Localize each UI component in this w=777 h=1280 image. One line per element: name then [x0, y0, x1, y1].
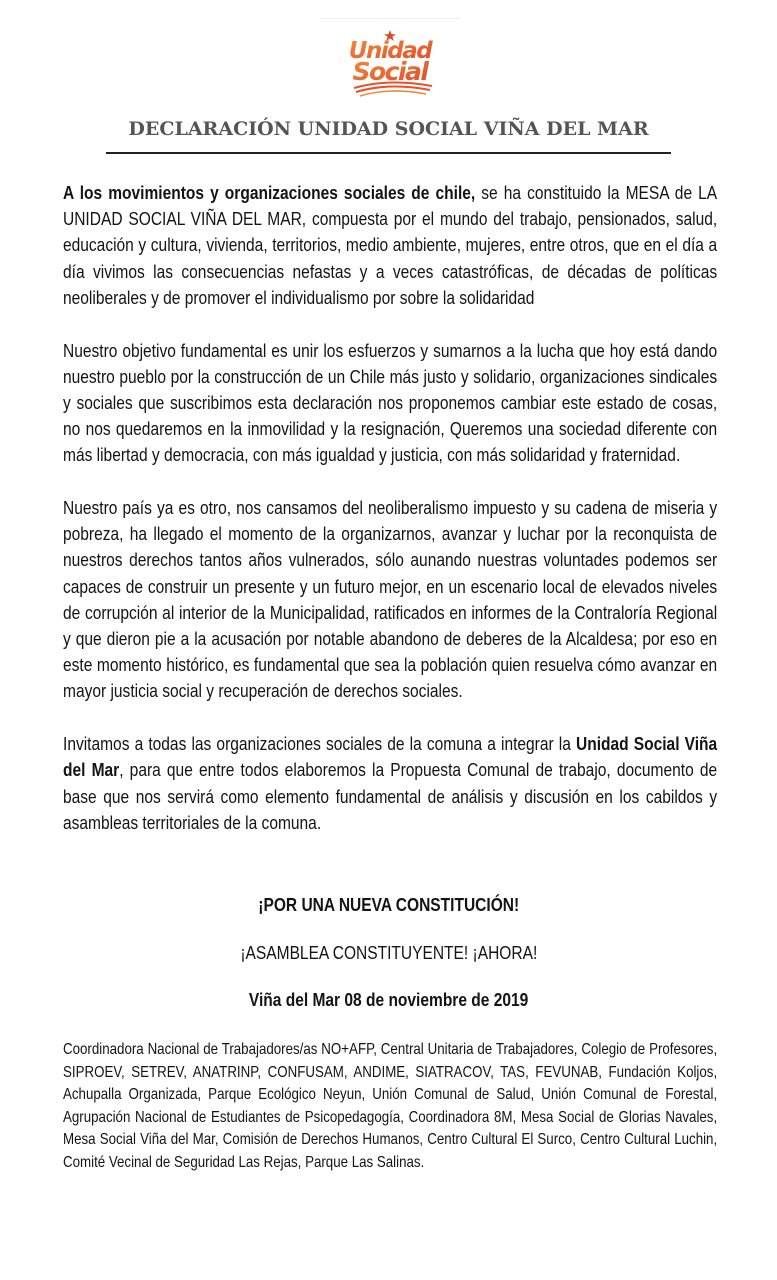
signatories-block: [63, 1039, 717, 1175]
paragraph-4-text-after: , para que entre todos elaboremos la Propuesta Comunal de trabajo, documento de base que nos servirá como elemento fundamental de análisis y discusión en los cabildos y asambleas territoriales de la comuna.: [63, 760, 718, 833]
logo-text-unidad: Unidad: [348, 38, 432, 64]
unidad-social-logo: [320, 14, 460, 100]
logo-text-social: Social: [352, 57, 428, 86]
slogan-new-constitution: [0, 895, 777, 916]
place-date-text: Viña del Mar 08 de noviembre de 2019: [248, 990, 529, 1010]
title-divider: [106, 152, 671, 154]
paragraph-1-text: se ha constituido la MESA de LA UNIDAD SOCIAL VIÑA DEL MAR, compuesta por el mundo del trabajo, pensionados, salud, educación y cultura, vivienda, territorios, medio ambiente, mujeres, entre otros, que en el día a día vivimos las consecuencias nefastas y a veces catastróficas, de décadas de políticas neoliberales y de promover el individualismo por sobre la solidaridad: [63, 183, 718, 308]
paragraph-4-text-before: Invitamos a todas las organizaciones sociales de la comuna a integrar la: [63, 734, 577, 755]
paragraph-2: Nuestro objetivo fundamental es unir los esfuerzos y sumarnos a la lucha que hoy está dando nuestro pueblo por la construcción de un Chile más justo y solidario, organizaciones sindicales y sociales que suscribimos esta declaración nos proponemos cambiar este estado de cosas, no nos quedaremos en la inmovilidad y la resignación, Queremos una sociedad diferente con más libertad y democracia, con más igualdad y justicia, con más solidaridad y fraternidad.: [63, 340, 718, 466]
logo-top-divider: [320, 18, 460, 19]
paragraph-1-lead: A los movimientos y organizaciones sociales de chile,: [63, 183, 476, 203]
paragraph-4-bold: Unidad Social Viña del Mar: [63, 734, 718, 781]
paragraph-3: Nuestro país ya es otro, nos cansamos del neoliberalismo impuesto y su cadena de miseria y pobreza, ha llegado el momento de la organizarnos, avanzar y luchar por la reconquista de nuestros derechos tantos años vulnerados, sólo aunando nuestras voluntades podemos ser capaces de construir un presente y un futuro mejor, en un escenario local de elevados niveles de corrupción al interior de la Municipalidad, ratificados en informes de la Contraloría Regional y que dieron pie a la acusación por notable abandono de deberes de la Alcaldesa; por eso en este momento histórico, es fundamental que sea la población quien resuelva cómo avanzar en mayor justicia social y recuperación de derechos sociales.: [63, 498, 718, 702]
slogan-assembly: [0, 943, 777, 964]
paragraph-4: [63, 731, 717, 836]
slogan-1-text: ¡POR UNA NUEVA CONSTITUCIÓN!: [258, 895, 519, 915]
page-title: DECLARACIÓN UNIDAD SOCIAL VIÑA DEL MAR: [128, 118, 649, 140]
slogan-2-text: ¡ASAMBLEA CONSTITUYENTE! ¡AHORA!: [240, 943, 537, 963]
paragraph-1: [63, 180, 717, 311]
logo-graphic: [320, 14, 460, 100]
signatories-list: Coordinadora Nacional de Trabajadores/as NO+AFP, Central Unitaria de Trabajadores, Colegio de Profesores, SIPROEV, SETREV, ANATRINP, CONFUSAM, ANDIME, SIATRACOV, TAS, FEVUNAB, Fundación Koljos, Achupalla Organizada, Parque Ecológico Neyun, Unión Comunal de Salud, Unión Comunal de Forestal, Agrupación Nacional de Estudiantes de Psicopedagogía, Coordinadora 8M, Mesa Social de Glorias Navales, Mesa Social Viña del Mar, Comisión de Derechos Humanos, Centro Cultural El Surco, Centro Cultural Luchin, Comité Vecinal de Seguridad Las Rejas, Parque Las Salinas.: [63, 1041, 718, 1171]
place-and-date: [0, 990, 777, 1011]
declaration-body: [63, 180, 717, 862]
